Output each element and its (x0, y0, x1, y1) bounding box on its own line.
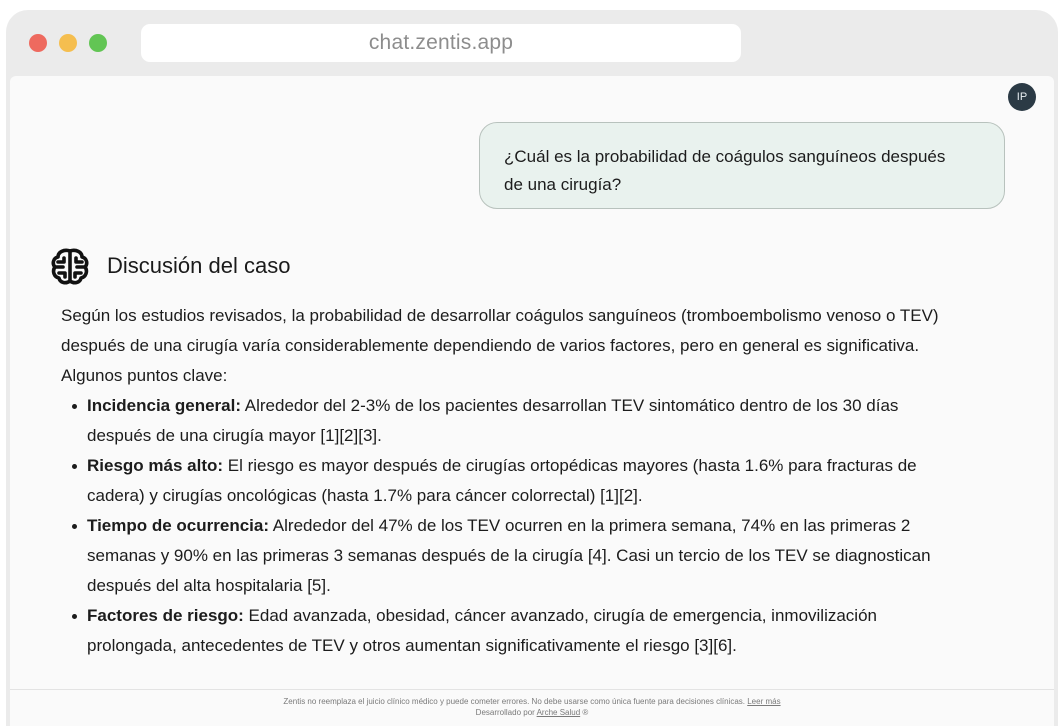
user-avatar-initials: IP (1016, 91, 1028, 103)
key-points-list (61, 391, 961, 661)
answer-body (61, 301, 961, 661)
browser-window (6, 10, 1058, 726)
arche-salud-link[interactable]: Arche Salud (536, 708, 581, 717)
key-point-text: El riesgo es mayor después de cirugías ortopédicas mayores (hasta 1.6% para fracturas de cadera) y cirugías oncológicas (hasta 1.7% para cáncer colorrectal) [1][2]. (87, 456, 917, 505)
user-message-line-2: de una cirugía? (504, 175, 622, 194)
answer-title: Discusión del caso (107, 253, 291, 278)
key-point-text: Alrededor del 47% de los TEV ocurren en la primera semana, 74% en las primeras 2 semanas y 90% en las primeras 3 semanas después de la cirugía [4]. Casi un tercio de los TEV se diagnostican después del alta hospitalaria [5]. (87, 516, 931, 595)
footer-disclaimer (10, 689, 1054, 726)
answer-intro: Según los estudios revisados, la probabilidad de desarrollar coágulos sanguíneos (tromboembolismo venoso o TEV) después de una cirugía varía considerablemente dependiendo de varios factores, pero en general es significativa. Algunos puntos clave: (61, 306, 939, 385)
user-message-bubble (479, 122, 1005, 209)
user-avatar[interactable] (1008, 83, 1036, 111)
browser-titlebar (6, 10, 1058, 76)
key-point-text: Alrededor del 2-3% de los pacientes desarrollan TEV sintomático dentro de los 30 días después de una cirugía mayor [1][2][3]. (87, 396, 899, 445)
key-point-label: Factores de riesgo: (87, 606, 244, 625)
answer-header (50, 246, 290, 286)
close-window-button[interactable] (29, 34, 47, 52)
minimize-window-button[interactable] (59, 34, 77, 52)
user-message-line-1: ¿Cuál es la probabilidad de coágulos sanguíneos después (504, 147, 946, 166)
learn-more-link[interactable]: Leer más (747, 697, 781, 706)
key-point-label: Tiempo de ocurrencia: (87, 516, 270, 535)
disclaimer-line (10, 696, 1054, 707)
key-point-label: Incidencia general: (87, 396, 241, 415)
key-point-incidence (61, 391, 961, 451)
developed-by-text: Desarrollado por (475, 708, 537, 717)
key-point-risk-factors (61, 601, 961, 661)
key-point-highest-risk (61, 451, 961, 511)
address-bar-url: chat.zentis.app (368, 31, 514, 54)
key-point-text: Edad avanzada, obesidad, cáncer avanzado, cirugía de emergencia, inmovilización prolongada, antecedentes de TEV y otros aumentan significativamente el riesgo [3][6]. (87, 606, 877, 655)
developer-line (10, 707, 1054, 718)
address-bar[interactable] (141, 24, 741, 62)
brain-icon (50, 246, 90, 286)
trademark-symbol: ® (580, 708, 589, 717)
key-point-label: Riesgo más alto: (87, 456, 224, 475)
maximize-window-button[interactable] (89, 34, 107, 52)
key-point-timing (61, 511, 961, 601)
disclaimer-text: Zentis no reemplaza el juicio clínico médico y puede cometer errores. No debe usarse como única fuente para decisiones clínicas. (283, 697, 748, 706)
chat-page (10, 76, 1054, 726)
